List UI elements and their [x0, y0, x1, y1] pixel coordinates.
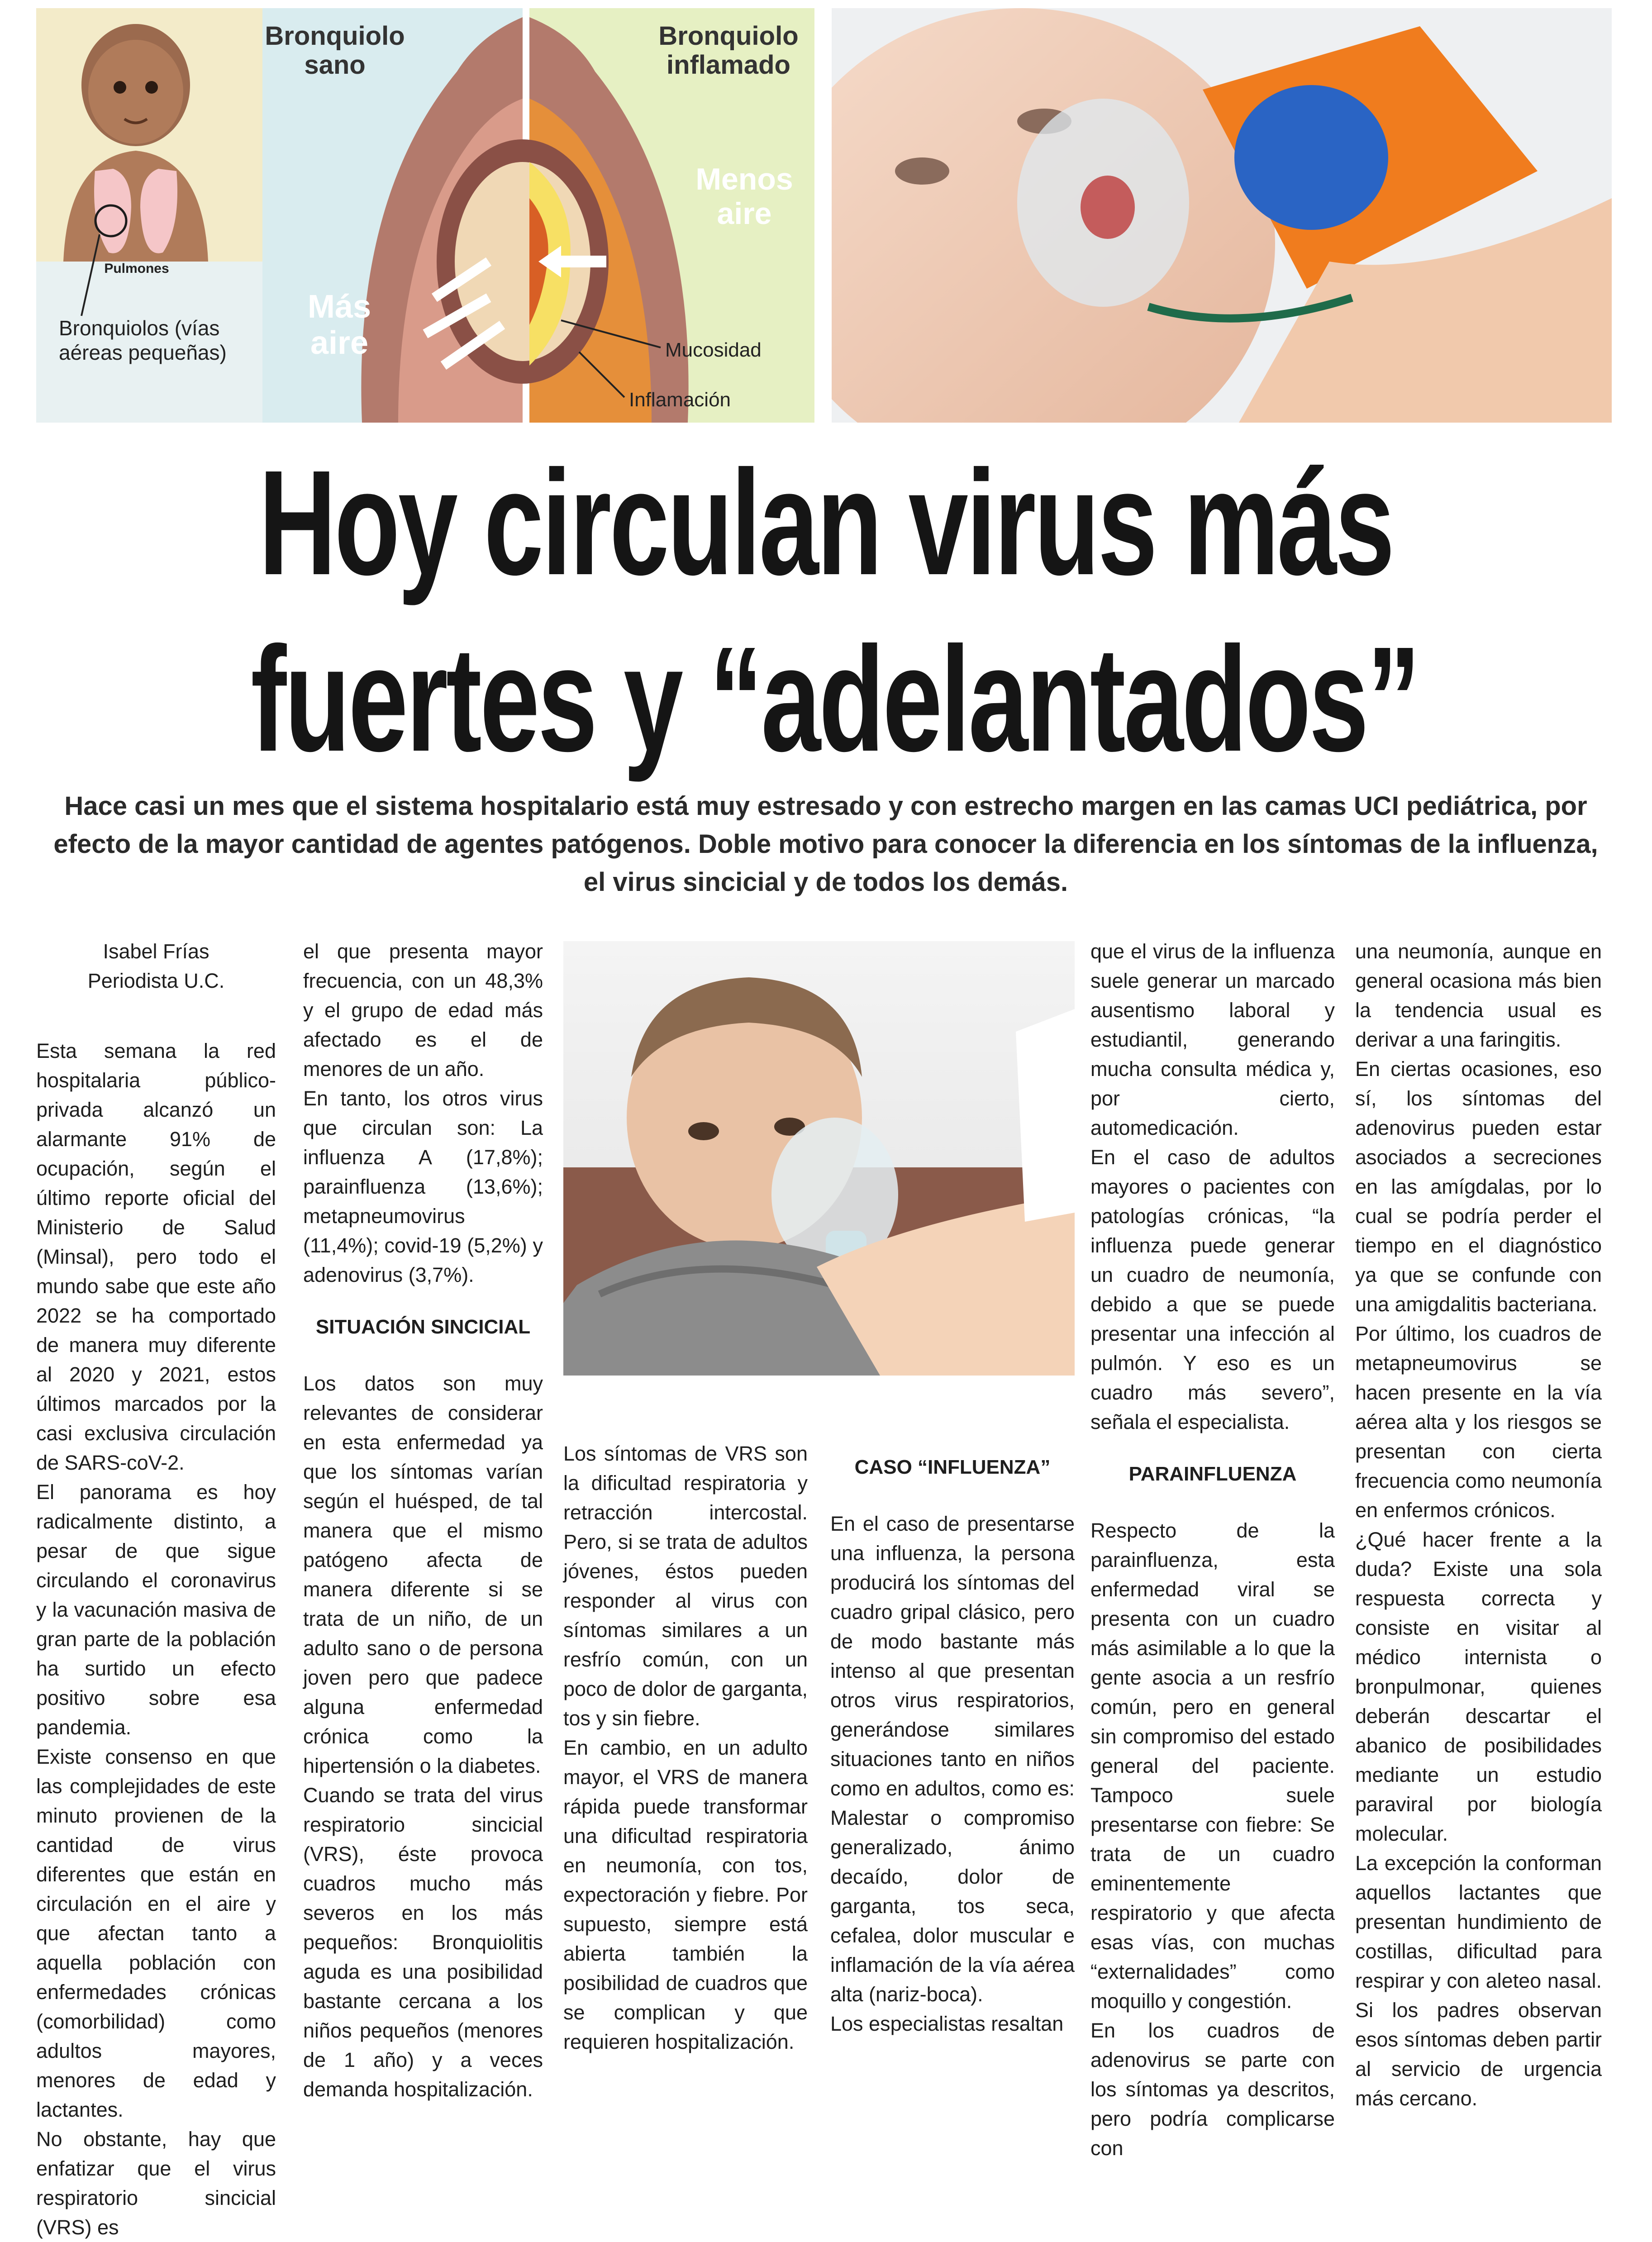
- paragraph: En el caso de presentarse una influenza, la persona producirá los síntomas del cuadro gripal clásico, pero de modo bastante más intenso al que presentan otros virus respiratorios, generándose similares situaciones tanto en niños como en adultos, como es: Malestar o compromiso generalizado, ánimo decaído, dolor de garganta, tos seca, cefalea, dolor muscular e inflamación de la vía aérea alta (nariz-boca).: [830, 1512, 1075, 2006]
- article-column-4: [830, 1439, 1075, 2038]
- label-lungs: Pulmones: [104, 261, 169, 276]
- label-mucus: Mucosidad: [665, 339, 762, 361]
- byline-author: Isabel Frías: [103, 940, 209, 963]
- paragraph: Los especialistas resaltan: [830, 2012, 1064, 2035]
- paragraph: Los síntomas de VRS son la dificultad respiratoria y retracción intercostal. Pero, si se trata de adultos jóvenes, éstos pueden responder al virus con síntomas similares a un resfrío común, con un poco de dolor de garganta, tos y sin fiebre.: [563, 1442, 808, 1730]
- byline: [36, 937, 276, 995]
- title-healthy: Bronquiolo sano: [265, 22, 405, 80]
- byline-role: Periodista U.C.: [87, 969, 225, 992]
- paragraph: En tanto, los otros virus que circulan son: La influenza A (17,8%); parainfluenza (13,6%); metapneumovirus (11,4%); covid-19 (5,2%) y adenovirus (3,7%).: [303, 1087, 543, 1286]
- article-column-2: [303, 937, 543, 2104]
- paragraph: En los cuadros de adenovirus se parte con los síntomas ya descritos, pero podría complicarse con: [1090, 2019, 1335, 2160]
- paragraph: Los datos son muy relevantes de considerar en esta enfermedad ya que los síntomas varían según el huésped, de tal manera que el mismo patógeno afecta de manera diferente si se trata de un niño, de un adulto sano o de persona joven pero que padece alguna enfermedad crónica como la hipertensión o la diabetes.: [303, 1372, 543, 1777]
- headline-line-1: Hoy circulan virus más: [258, 439, 1393, 606]
- paragraph: En cambio, en un adulto mayor, el VRS de manera rápida puede transformar una dificultad respiratoria en neumonía, con tos, expectoración y fiebre. Por supuesto, siempre está abierta también la posibilidad de cuadros que se complican y que requieren hospitalización.: [563, 1736, 808, 2053]
- title-inflamed: Bronquiolo inflamado: [658, 22, 799, 80]
- subheading-situacion-sincicial: SITUACIÓN SINCICIAL: [315, 1316, 531, 1338]
- bronchiole-infographic: [36, 8, 814, 423]
- subheading-caso-influenza: CASO “INFLUENZA”: [854, 1456, 1051, 1478]
- headline: [251, 434, 1419, 787]
- label-less-air: Menos aire: [695, 162, 793, 231]
- headline-line-2: fuertes y “adelantados”: [251, 615, 1419, 782]
- paragraph: Existe consenso en que las complejidades de este minuto provienen de la cantidad de virus diferentes que están en circulación en el aire y que afectan tanto a aquella población con enfermedades crónicas (comorbilidad) como adultos mayores, menores de edad y lactantes.: [36, 1745, 276, 2121]
- subheading-parainfluenza: PARAINFLUENZA: [1128, 1463, 1297, 1485]
- paragraph: La excepción la conforman aquellos lactantes que presentan hundimiento de costillas, dificultad para respirar y con aleteo nasal. Si los padres observan esos síntomas deben partir al servicio de urgencia más cercano.: [1355, 1852, 1602, 2110]
- article-column-5: [1090, 937, 1335, 2163]
- paragraph: El panorama es hoy radicalmente distinto, a pesar de que sigue circulando el coronavirus y la vacunación masiva de gran parte de la población ha surtido un efecto positivo sobre esa pandemia.: [36, 1480, 276, 1739]
- article-column-3: [563, 1439, 808, 2056]
- article-column-1: [36, 937, 276, 2242]
- paragraph: una neumonía, aunque en general ocasiona más bien la tendencia usual es derivar a una faringitis.: [1355, 940, 1602, 1051]
- lede: Hace casi un mes que el sistema hospitalario está muy estresado y con estrecho margen en las camas UCI pediátrica, por efecto de la mayor cantidad de agentes patógenos. Doble motivo para conocer la diferencia en los síntomas de la influenza, el virus sincicial y de todos los demás.: [53, 791, 1598, 897]
- paragraph: Respecto de la parainfluenza, esta enfermedad viral se presenta con un cuadro más asimilable a lo que la gente asocia a un resfrío común, pero en general sin compromiso del estado general del paciente. Tampoco suele presentarse con fiebre: Se trata de un cuadro eminentemente respiratorio y que afecta esas vías, con muchas “externalidades” como moquillo y congestión.: [1090, 1519, 1335, 2013]
- paragraph: En el caso de adultos mayores o pacientes con patologías crónicas, “la influenza puede generar un cuadro de neumonía, debido a que se puede presentar una infección al pulmón. Y eso es un cuadro más severo”, señala el especialista.: [1090, 1146, 1335, 1433]
- label-more-air: Más aire: [307, 289, 371, 361]
- label-inflammation: Inflamación: [629, 389, 731, 411]
- paragraph: Esta semana la red hospitalaria público-privada alcanzó un alarmante 91% de ocupación, según el último reporte oficial del Ministerio de Salud (Minsal), pero todo el mundo sabe que este año 2022 se ha comportado de manera muy diferente al 2020 y 2021, estos últimos marcados por la casi exclusiva circulación de SARS-coV-2.: [36, 1039, 276, 1474]
- child-with-mask-photo: [563, 941, 1075, 1376]
- label-bronchioles: Bronquiolos (vías aéreas pequeñas): [59, 316, 227, 364]
- paragraph: que el virus de la influenza suele generar un marcado ausentismo laboral y estudiantil, generando mucha consulta médica y, por cierto, automedicación.: [1090, 940, 1335, 1139]
- baby-with-nebulizer-photo: [832, 8, 1612, 423]
- paragraph: el que presenta mayor frecuencia, con un 48,3% y el grupo de edad más afectado es el de menores de un año.: [303, 940, 543, 1081]
- article-column-6: [1355, 937, 1602, 2113]
- paragraph: ¿Qué hacer frente a la duda? Existe una sola respuesta correcta y consiste en visitar al médico internista o bronpulmonar, quienes deberán descartar el abanico de posibilidades mediante un estudio paraviral por biología molecular.: [1355, 1528, 1602, 1845]
- paragraph: No obstante, hay que enfatizar que el virus respiratorio sincicial (VRS) es: [36, 2128, 276, 2239]
- paragraph: Cuando se trata del virus respiratorio sincicial (VRS), éste provoca cuadros mucho más severos en los más pequeños: Bronquiolitis aguda es una posibilidad bastante cercana a los niños pequeños (menores de 1 año) y a veces demanda hospitalización.: [303, 1784, 543, 2101]
- paragraph: Por último, los cuadros de metapneumovirus se hacen presente en la vía aérea alta y los riesgos se presentan con cierta frecuencia como neumonía en enfermos crónicos.: [1355, 1322, 1602, 1522]
- paragraph: En ciertas ocasiones, eso sí, los síntomas del adenovirus pueden estar asociados a secreciones en las amígdalas, por lo cual se podría perder el tiempo en el diagnóstico ya que se confunde con una amigdalitis bacteriana.: [1355, 1057, 1602, 1316]
